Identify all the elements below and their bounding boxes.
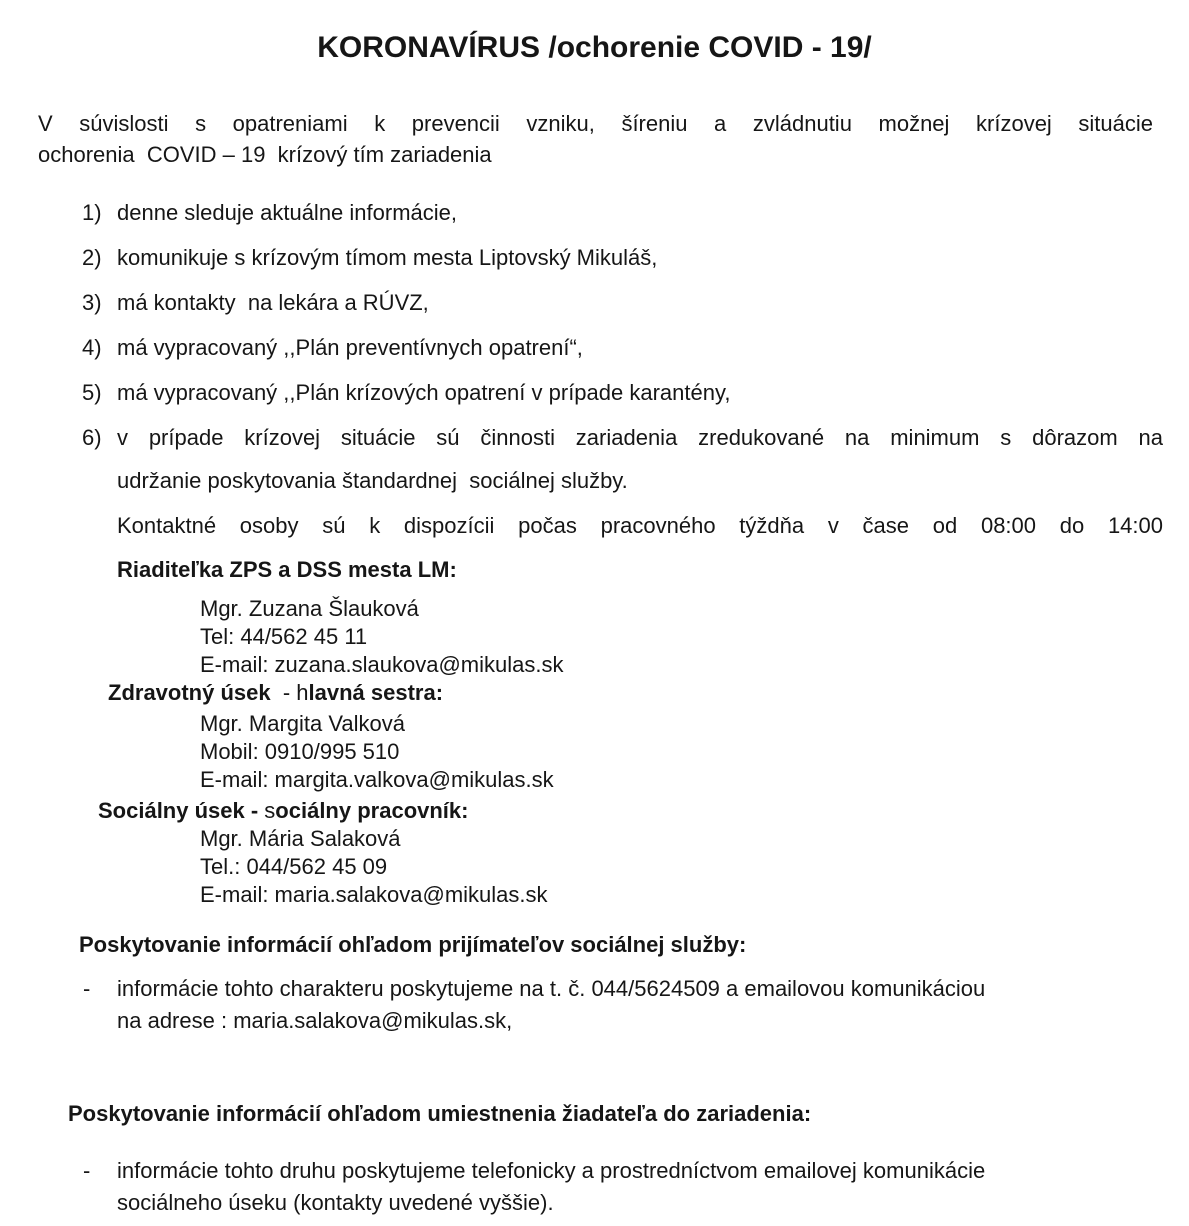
bullet-item-placement-info <box>83 1155 1163 1219</box>
bullet-text <box>117 973 1163 1037</box>
contact-name: Mgr. Mária Salaková <box>200 826 401 851</box>
section-heading-recipients-info: Poskytovanie informácií ohľadom prijímateľov sociálnej služby: <box>79 932 747 957</box>
list-item-number: 4) <box>82 335 102 360</box>
contact-phone: Tel.: 044/562 45 09 <box>200 854 388 879</box>
director-contact-block <box>200 595 1163 679</box>
heading-normal-part: s <box>264 798 276 823</box>
social-contact-block <box>200 825 1163 909</box>
director-heading: Riaditeľka ZPS a DSS mesta LM: <box>117 557 457 582</box>
list-item-text: denne sleduje aktuálne informácie, <box>117 200 458 225</box>
contact-phone: Mobil: 0910/995 510 <box>200 739 400 764</box>
list-item-6-line-1: v prípade krízovej situácie sú činnosti zariadenia zredukované na minimum s dôrazom na <box>117 425 1163 450</box>
contact-email: E-mail: zuzana.slaukova@mikulas.sk <box>200 652 564 677</box>
list-item-number: 2) <box>82 245 102 270</box>
health-contact-block <box>200 710 1163 794</box>
heading-bold-part: lavná sestra: <box>308 680 444 705</box>
list-item-1 <box>82 198 1163 228</box>
bullet-item-recipients-info <box>83 973 1163 1037</box>
section-heading-placement-info: Poskytovanie informácií ohľadom umiestnenia žiadateľa do zariadenia: <box>68 1101 812 1126</box>
contact-email: E-mail: maria.salakova@mikulas.sk <box>200 882 548 907</box>
contact-name: Mgr. Margita Valková <box>200 711 406 736</box>
bullet-line-1: informácie tohto druhu poskytujeme telefonicky a prostredníctvom emailovej komunikácie <box>117 1158 986 1183</box>
contact-name: Mgr. Zuzana Šlauková <box>200 596 419 621</box>
list-item-3 <box>82 288 1163 318</box>
heading-bold-part: Sociálny úsek - <box>98 798 265 823</box>
contact-phone: Tel: 44/562 45 11 <box>200 624 368 649</box>
list-item-text: má kontakty na lekára a RÚVZ, <box>117 290 429 315</box>
list-item-text: má vypracovaný ,,Plán krízových opatrení v prípade karantény, <box>117 380 731 405</box>
intro-paragraph <box>38 108 1153 170</box>
list-item-5 <box>82 378 1163 408</box>
numbered-list <box>0 198 1189 496</box>
heading-normal-part: - h <box>276 680 309 705</box>
bullet-dash: - <box>83 1158 91 1183</box>
heading-bold-part: Zdravotný úsek <box>108 680 277 705</box>
list-item-number: 6) <box>82 425 102 450</box>
list-item-6-line-2: udržanie poskytovania štandardnej sociálnej služby. <box>117 468 628 493</box>
intro-line-1: V súvislosti s opatreniami k prevencii vzniku, šíreniu a zvládnutiu možnej krízovej situácie <box>38 111 1153 136</box>
list-item-2 <box>82 243 1163 273</box>
document-title: KORONAVÍRUS /ochorenie COVID - 19/ <box>317 31 872 64</box>
list-item-text: má vypracovaný ,,Plán preventívnych opatrení“, <box>117 335 583 360</box>
contact-email: E-mail: margita.valkova@mikulas.sk <box>200 767 554 792</box>
heading-bold-part: ociálny pracovník: <box>275 798 469 823</box>
health-unit-heading <box>108 679 1163 707</box>
list-item-6 <box>82 423 1163 496</box>
bullet-text <box>117 1155 1163 1219</box>
list-item-number: 3) <box>82 290 102 315</box>
bullet-line-2: sociálneho úseku (kontakty uvedené vyššie). <box>117 1190 554 1215</box>
list-item-number: 1) <box>82 200 102 225</box>
availability-note: Kontaktné osoby sú k dispozícii počas pracovného týždňa v čase od 08:00 do 14:00 <box>117 513 1163 538</box>
bullet-dash: - <box>83 976 91 1001</box>
list-item-number: 5) <box>82 380 102 405</box>
list-item-text: komunikuje s krízovým tímom mesta Liptovský Mikuláš, <box>117 245 658 270</box>
bullet-line-2: na adrese : maria.salakova@mikulas.sk, <box>117 1008 513 1033</box>
list-item-4 <box>82 333 1163 363</box>
social-unit-heading <box>98 797 1163 825</box>
list-item-text <box>117 423 1163 496</box>
intro-line-2: ochorenia COVID – 19 krízový tím zariadenia <box>38 142 492 167</box>
bullet-line-1: informácie tohto charakteru poskytujeme na t. č. 044/5624509 a emailovou komunikáciou <box>117 976 986 1001</box>
